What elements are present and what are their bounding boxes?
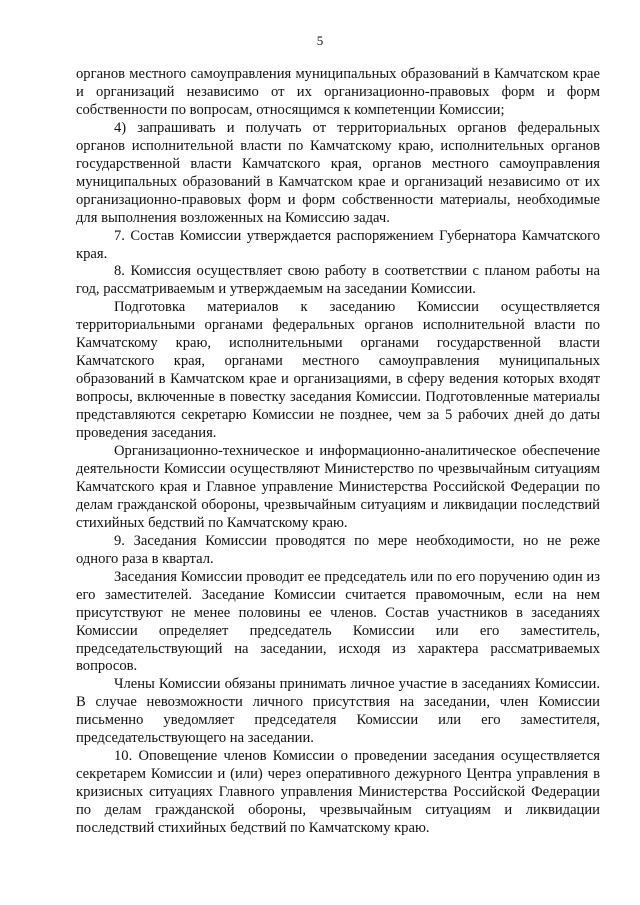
paragraph-organizational-support: Организационно-техническое и информационно-аналитическое обеспечение деятельности Комиссии осуществляют Министерство по чрезвычайным ситуациям Камчатского края и Главное управление Министерства Российской Федерации по делам гражданской обороны, чрезвычайным ситуациям и ликвидации последствий стихийных бедствий по Камчатскому краю. — [76, 443, 600, 531]
paragraph-item-4: 4) запрашивать и получать от территориальных органов федеральных органов исполнительной власти по Камчатскому краю, исполнительных органов государственной власти Камчатского края, органов местного самоуправления муниципальных образований в Камчатском крае и организаций независимо от их организационно-правовых форм и форм собственности материалы, необходимые для выполнения возложенных на Комиссию задач. — [76, 119, 600, 226]
paragraph-clause-9: 9. Заседания Комиссии проводятся по мере необходимости, но не реже одного раза в квартал. — [76, 532, 600, 567]
document-body — [76, 66, 600, 838]
paragraph-continuation: органов местного самоуправления муниципальных образований в Камчатском крае и организаций независимо от их организационно-правовых форм и форм собственности по вопросам, относящимся к компетенции Комиссии; — [76, 66, 600, 118]
paragraph-materials-preparation: Подготовка материалов к заседанию Комиссии осуществляется территориальными органами федеральных органов исполнительной власти по Камчатскому краю, исполнительными органами государственной власти Камчатского края, органами местного самоуправления муниципальных образований в Камчатском крае и организациями, в сферу ведения которых входят вопросы, включенные в повестку заседания Комиссии. Подготовленные материалы представляются секретарю Комиссии не позднее, чем за 5 рабочих дней до даты проведения заседания. — [76, 299, 600, 442]
paragraph-clause-10: 10. Оповещение членов Комиссии о проведении заседания осуществляется секретарем Комиссии и (или) через оперативного дежурного Центра управления в кризисных ситуациях Главного управления Министерства Российской Федерации по делам гражданской обороны, чрезвычайным ситуациям и ликвидации последствий стихийных бедствий по Камчатскому краю. — [76, 748, 600, 837]
paragraph-clause-8: 8. Комиссия осуществляет свою работу в соответствии с планом работы на год, рассматриваемым и утверждаемым на заседании Комиссии. — [76, 263, 600, 298]
paragraph-member-attendance: Члены Комиссии обязаны принимать личное участие в заседаниях Комиссии. В случае невозможности личного присутствия на заседании, член Комиссии письменно уведомляет председателя Комиссии или его заместителя, председательствующего на заседании. — [76, 676, 600, 747]
paragraph-clause-7: 7. Состав Комиссии утверждается распоряжением Губернатора Камчатского края. — [76, 227, 600, 262]
paragraph-meeting-conduct: Заседания Комиссии проводит ее председатель или по его поручению один из его заместителей. Заседание Комиссии считается правомочным, если на нем присутствуют не менее половины ее членов. Состав участников в заседаниях Комиссии определяет председатель Комиссии или его заместитель, председательствующий на заседании, исходя из характера рассматриваемых вопросов. — [76, 568, 600, 675]
page-number: 5 — [316, 33, 324, 48]
